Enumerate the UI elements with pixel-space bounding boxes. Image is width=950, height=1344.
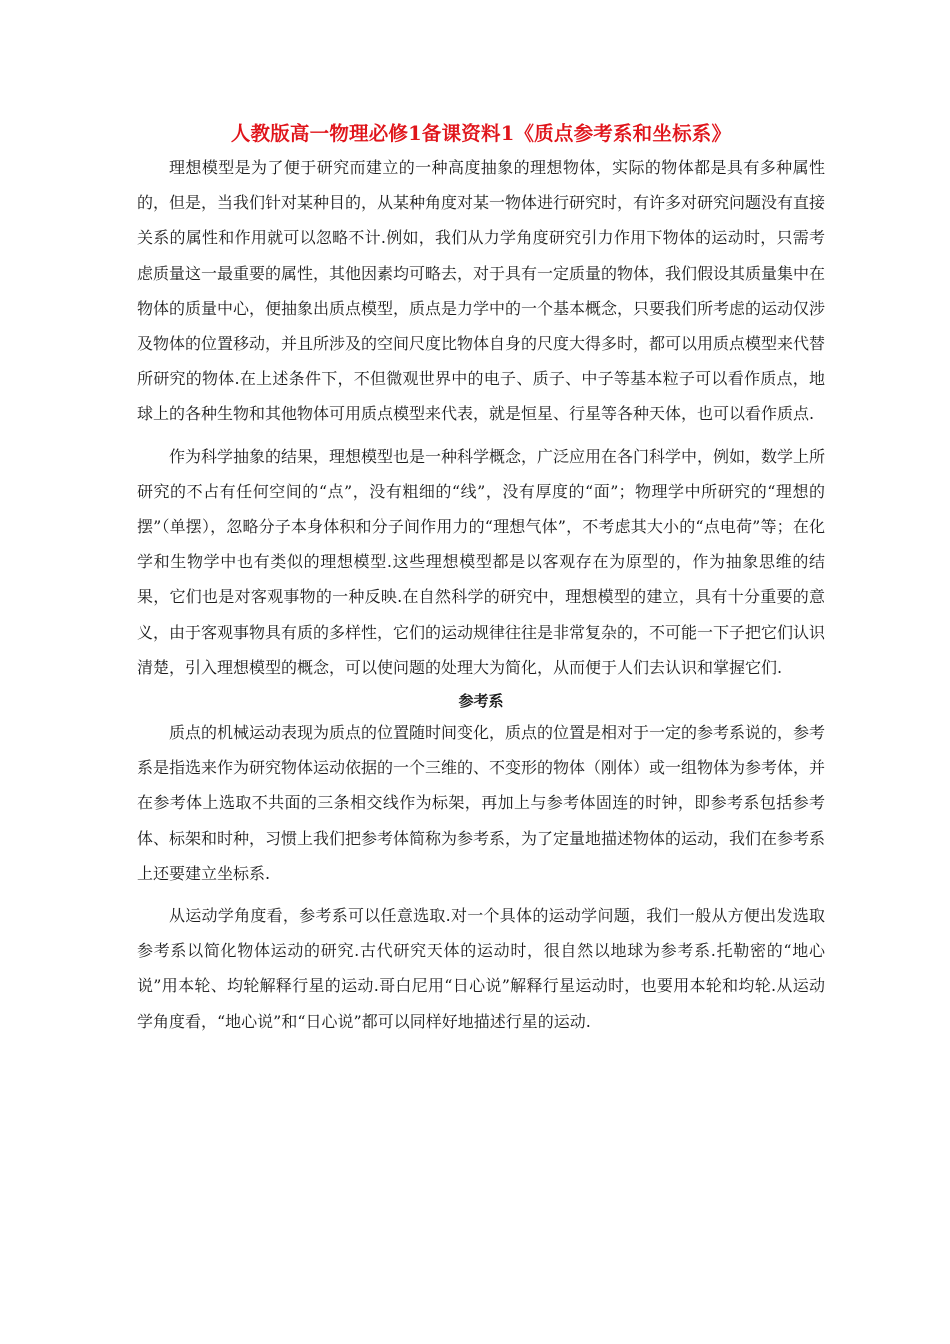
paragraph-reference-frame-definition: 质点的机械运动表现为质点的位置随时间变化，质点的位置是相对于一定的参考系说的，参考系是指选来作为研究物体运动依据的一个三维的、不变形的物体（刚体）或一组物体为参考体，并在参考体上选取不共面的三条相交线作为标架，再加上与参考体固连的时钟，即参考系包括参考体、标架和时种，习惯上我们把参考体简称为参考系，为了定量地描述物体的运动，我们在参考系上还要建立坐标系.: [137, 723, 826, 883]
paragraph-ideal-model: 理想模型是为了便于研究而建立的一种高度抽象的理想物体，实际的物体都是具有多种属性的，但是，当我们针对某种目的，从某种角度对某一物体进行研究时，有许多对研究问题没有直接关系的属性和作用就可以忽略不计.例如，我们从力学角度研究引力作用下物体的运动时，只需考虑质量这一最重要的属性，其他因素均可略去，对于具有一定质量的物体，我们假设其质量集中在物体的质量中心，便抽象出质点模型，质点是力学中的一个基本概念，只要我们所考虑的运动仅涉及物体的位置移动，并且所涉及的空间尺度比物体自身的尺度大得多时，都可以用质点模型来代替所研究的物体.在上述条件下，不但微观世界中的电子、质子、中子等基本粒子可以看作质点，地球上的各种生物和其他物体可用质点模型来代表，就是恒星、行星等各种天体，也可以看作质点.: [137, 158, 826, 424]
paragraph-scientific-abstraction: 作为科学抽象的结果，理想模型也是一种科学概念，广泛应用在各门科学中，例如，数学上所研究的不占有任何空间的“点”，没有粗细的“线”，没有厚度的“面”；物理学中所研究的“理想的摆”（单摆），忽略分子本身体积和分子间作用力的“理想气体”，不考虑其大小的“点电荷”等；在化学和生物学中也有类似的理想模型.这些理想模型都是以客观存在为原型的，作为抽象思维的结果，它们也是对客观事物的一种反映.在自然科学的研究中，理想模型的建立，具有十分重要的意义，由于客观事物具有质的多样性，它们的运动规律往往是非常复杂的，不可能一下子把它们认识清楚，引入理想模型的概念，可以使问题的处理大为简化，从而便于人们去认识和掌握它们.: [137, 446, 826, 677]
paragraph-reference-frame-choice: 从运动学角度看，参考系可以任意选取.对一个具体的运动学问题，我们一般从方便出发选取参考系以简化物体运动的研究.古代研究天体的运动时，很自然以地球为参考系.托勒密的“地心说”用本轮、均轮解释行星的运动.哥白尼用“日心说”解释行星运动时，也要用本轮和均轮.从运动学角度看，“地心说”和“日心说”都可以同样好地描述行星的运动.: [137, 906, 825, 1031]
section-heading-reference-frame: 参考系: [458, 692, 504, 711]
document-title: 人教版高一物理必修1备课资料1《质点参考系和坐标系》: [230, 122, 732, 145]
document-body: [137, 118, 825, 1039]
